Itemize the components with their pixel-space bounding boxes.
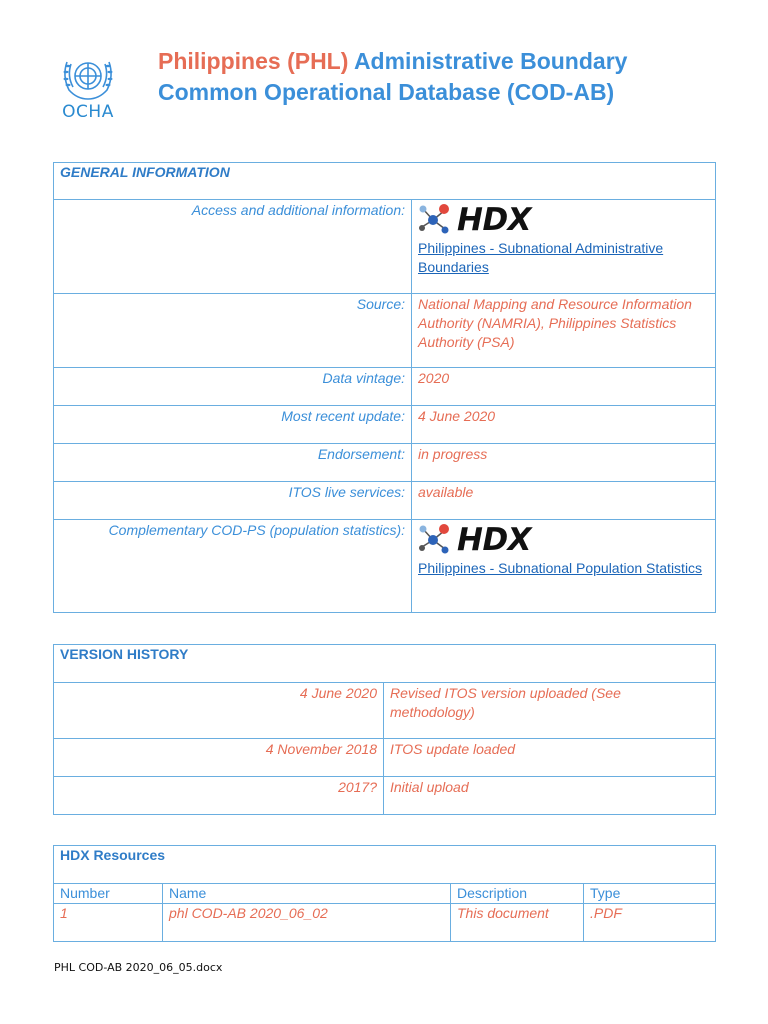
title-line1: Administrative Boundary [353,48,628,74]
cod-ps-label: Complementary COD-PS (population statistics): [54,520,412,613]
vintage-value: 2020 [412,368,716,406]
resource-name: phl COD-AB 2020_06_02 [163,904,451,942]
endorsement-value: in progress [412,444,716,482]
version-note: Revised ITOS version uploaded (See methodology) [384,683,716,739]
un-emblem-icon [59,52,117,102]
hdx-logo-text: HDX [457,521,532,558]
access-label: Access and additional information: [54,200,412,294]
version-note: ITOS update loaded [384,739,716,777]
itos-value: available [412,482,716,520]
title-country: Philippines (PHL) [158,48,349,74]
source-label: Source: [54,294,412,368]
hdx-logo [416,521,709,559]
access-cell [412,200,716,294]
resource-description: This document [451,904,584,942]
version-date: 4 November 2018 [54,739,384,777]
document-title [158,46,627,108]
column-header-description: Description [451,884,584,904]
version-note: Initial upload [384,777,716,815]
version-date: 2017? [54,777,384,815]
title-line2: Common Operational Database (COD-AB) [158,79,615,105]
hdx-resources-heading: HDX Resources [54,846,716,884]
hdx-network-icon [416,203,452,237]
version-date: 4 June 2020 [54,683,384,739]
ocha-logo [54,52,122,122]
resource-type: .PDF [584,904,716,942]
column-header-type: Type [584,884,716,904]
hdx-network-icon [416,523,452,557]
cod-ps-link[interactable]: Philippines - Subnational Population Statistics [418,560,703,576]
source-value: National Mapping and Resource Information Authority (NAMRIA), Philippines Statistics Authority (PSA) [412,294,716,368]
logo-text: OCHA [62,102,114,122]
cod-ps-cell [412,520,716,613]
resource-number: 1 [54,904,163,942]
vintage-label: Data vintage: [54,368,412,406]
hdx-resources-table [53,845,716,942]
footer-filename: PHL COD-AB 2020_06_05.docx [54,961,223,974]
column-header-number: Number [54,884,163,904]
general-info-heading: GENERAL INFORMATION [54,163,716,200]
version-history-heading: VERSION HISTORY [54,645,716,683]
access-link[interactable]: Philippines - Subnational Administrative Boundaries [418,240,664,275]
column-header-name: Name [163,884,451,904]
update-label: Most recent update: [54,406,412,444]
endorsement-label: Endorsement: [54,444,412,482]
table-row [54,904,716,942]
version-history-table [53,644,716,815]
update-value: 4 June 2020 [412,406,716,444]
itos-label: ITOS live services: [54,482,412,520]
general-info-table [53,162,716,613]
hdx-logo-text: HDX [457,201,532,238]
hdx-logo [416,201,709,239]
